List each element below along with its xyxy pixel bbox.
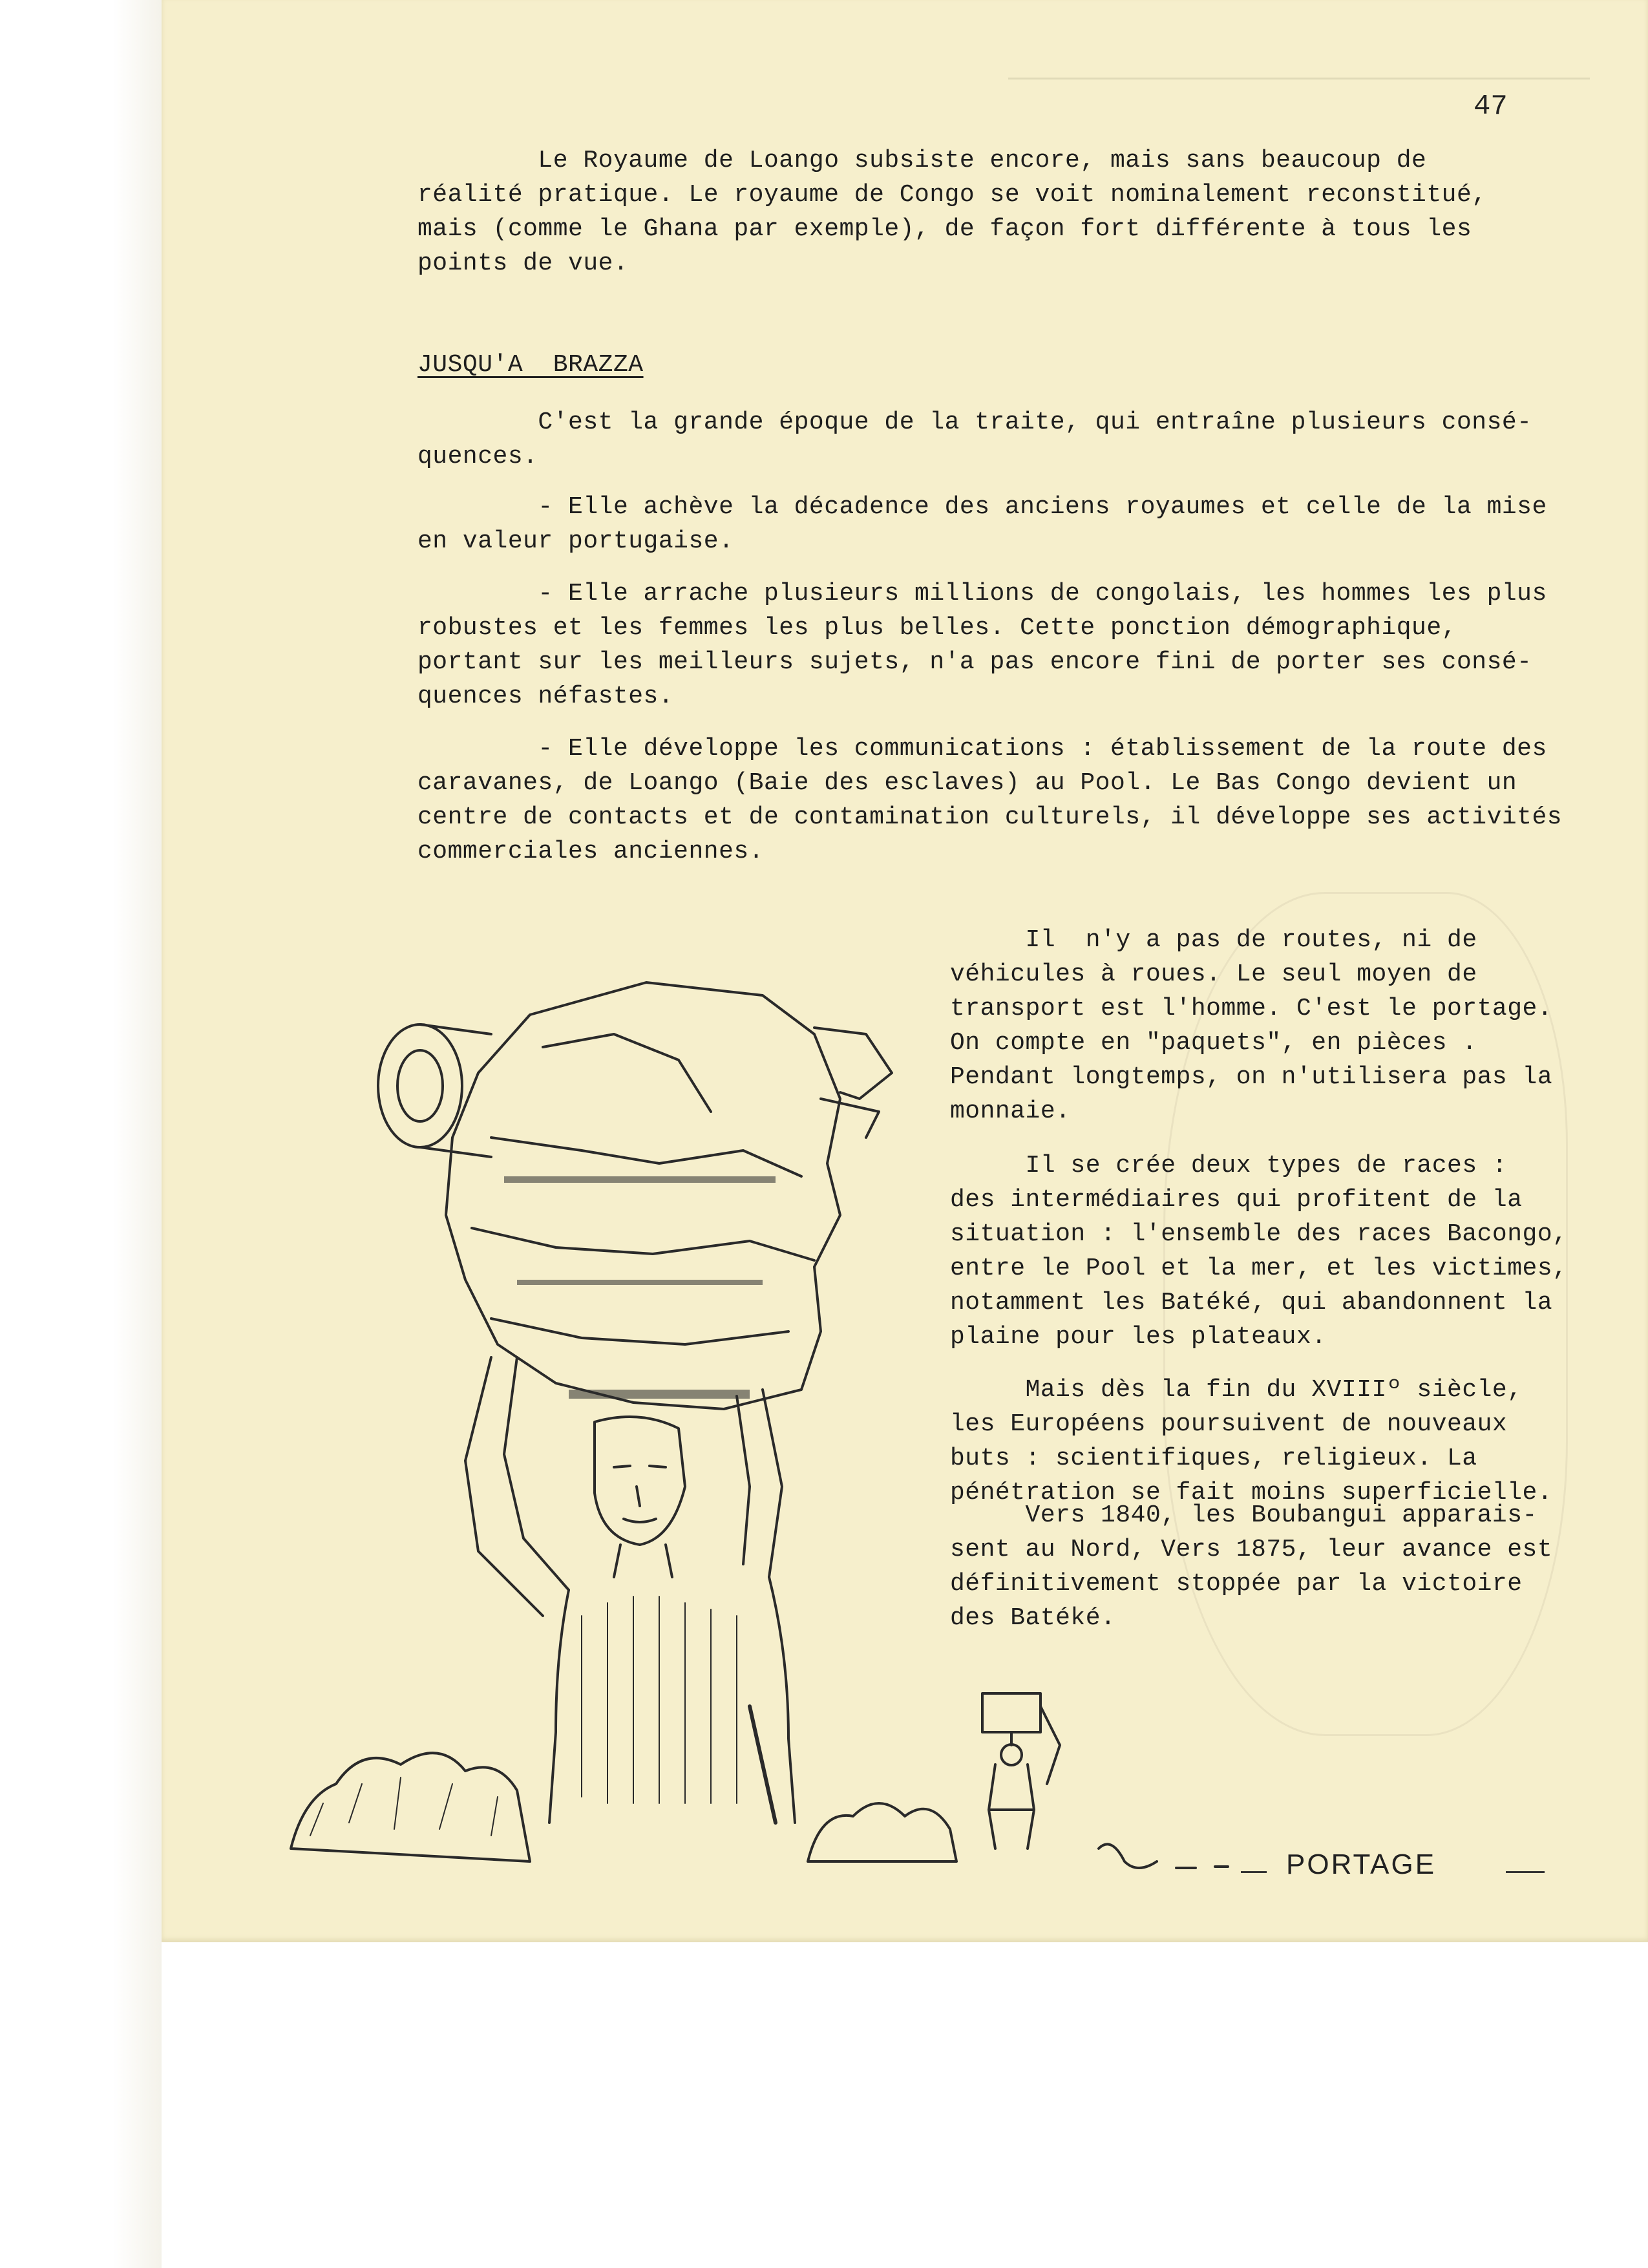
column-paragraph-portage: Il n'y a pas de routes, ni de véhicules à roues. Le seul moyen de transport est l'homme. C'est le portage. On compte en "paquets", en pièces . Pendant longtemps, on n'utilisera pas la monnaie. — [950, 926, 1553, 1125]
load-shading — [504, 1176, 776, 1183]
illustration-caption: PORTAGE — [1286, 1849, 1437, 1880]
torso-shading — [582, 1596, 737, 1803]
section-heading: JUSQU'A BRAZZA — [417, 351, 644, 379]
porter-torso — [549, 1577, 795, 1823]
load-fold-line — [472, 1228, 814, 1260]
load-fold-line — [491, 1319, 788, 1344]
caption-underline-left — [1241, 1871, 1267, 1873]
column-paragraph-boubangui: Vers 1840, les Boubangui apparais- sent au Nord, Vers 1875, leur avance est définitivement stoppée par la victoire des Batéké. — [950, 1501, 1553, 1632]
shrub — [808, 1803, 956, 1861]
paragraph-communications: - Elle développe les communications : établissement de la route des caravanes, de Loango (Baie des esclaves) au Pool. Le Bas Congo devient un centre de contacts et de contamination culturels, il développe ses activités commerciales anciennes. — [417, 735, 1563, 865]
ground-flourish — [1099, 1844, 1157, 1868]
rolled-mat — [378, 1024, 462, 1147]
porter-face — [614, 1466, 666, 1522]
small-porter-body — [989, 1765, 1034, 1849]
walking-stick — [750, 1706, 776, 1823]
load-shading — [517, 1280, 763, 1285]
raised-arm — [465, 1357, 569, 1616]
paragraph-traite: C'est la grande époque de la traite, qui entraîne plusieurs consé- quences. — [417, 408, 1532, 471]
paragraph-decadence: - Elle achève la décadence des anciens royaumes et celle de la mise en valeur portugaise. — [417, 493, 1547, 555]
paragraph-arrache: - Elle arrache plusieurs millions de congolais, les hommes les plus robustes et les femmes les plus belles. Cette ponction démographique, portant sur les meilleurs sujets, n'a pas encore fini de porter ses consé- quences néfastes. — [417, 580, 1547, 710]
rolled-mat-core — [397, 1050, 443, 1121]
column-paragraph-europeens: Mais dès la fin du XVIIIº siècle, les Européens poursuivent de nouveaux buts : scientifiques, religieux. La pénétration se fait moins superficielle. — [950, 1376, 1553, 1507]
raised-arm — [737, 1390, 782, 1577]
small-porter-load — [982, 1693, 1041, 1732]
porter-head — [595, 1417, 685, 1545]
shrub — [291, 1753, 530, 1861]
ground-flourish — [1176, 1867, 1228, 1868]
page-number: 47 — [1474, 90, 1508, 123]
column-paragraph-races: Il se crée deux types de races : des intermédiaires qui profitent de la situation : l'ensemble des races Bacongo, entre le Pool et la mer, et les victimes, notamment les Batéké, qui abandonnent la plaine pour les plateaux. — [950, 1152, 1568, 1351]
rolled-mat-edge — [420, 1024, 491, 1157]
load-fold-line — [491, 1138, 801, 1176]
load-fold-line — [543, 1034, 711, 1112]
head-pad — [569, 1390, 750, 1399]
small-porter-arm — [1041, 1706, 1060, 1784]
porter-neck — [614, 1545, 672, 1577]
load-flap — [821, 1099, 879, 1138]
shrub-hatching — [310, 1777, 498, 1836]
paragraph-loango: Le Royaume de Loango subsiste encore, mais sans beaucoup de réalité pratique. Le royaume de Congo se voit nominalement reconstitué, mais (comme le Ghana par exemple), de façon fort différente à tous les points de vue. — [417, 147, 1487, 277]
caption-underline-right — [1506, 1871, 1545, 1873]
small-porter-head — [1001, 1744, 1022, 1765]
